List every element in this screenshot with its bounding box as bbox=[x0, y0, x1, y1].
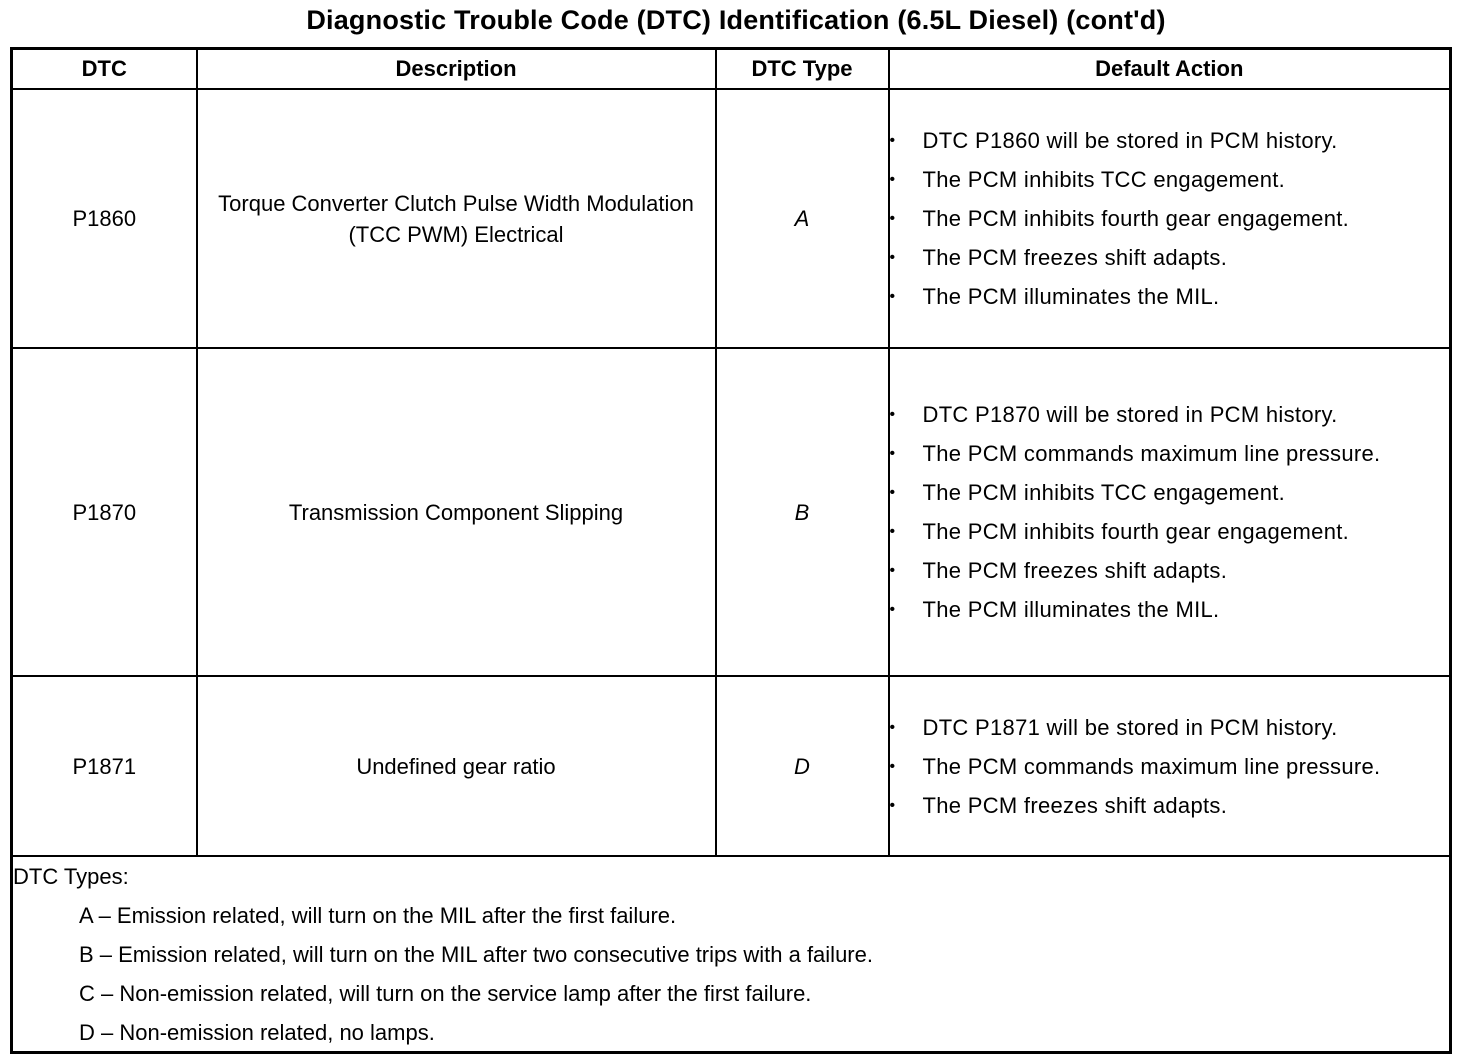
header-dtc: DTC bbox=[12, 49, 197, 90]
header-dtc-type: DTC Type bbox=[716, 49, 889, 90]
legend-row bbox=[12, 856, 1451, 1053]
table-row bbox=[12, 89, 1451, 348]
default-action-list bbox=[890, 712, 1450, 821]
dtc-type: A bbox=[716, 89, 889, 348]
header-description: Description bbox=[197, 49, 716, 90]
dtc-code: P1860 bbox=[12, 89, 197, 348]
action-item: • The PCM commands maximum line pressure. bbox=[890, 751, 1450, 782]
action-item: • The PCM inhibits TCC engagement. bbox=[890, 164, 1450, 195]
action-item: • The PCM commands maximum line pressure. bbox=[890, 438, 1450, 469]
default-action-cell bbox=[889, 676, 1451, 856]
dtc-type: D bbox=[716, 676, 889, 856]
action-item: • The PCM inhibits TCC engagement. bbox=[890, 477, 1450, 508]
action-item: • The PCM inhibits fourth gear engagement. bbox=[890, 516, 1450, 547]
dtc-code: P1870 bbox=[12, 348, 197, 676]
action-item: • DTC P1860 will be stored in PCM history. bbox=[890, 125, 1450, 156]
legend-list bbox=[13, 900, 1449, 1048]
action-item: • The PCM freezes shift adapts. bbox=[890, 555, 1450, 586]
table-header-row bbox=[12, 49, 1451, 90]
table-row bbox=[12, 348, 1451, 676]
action-item: • DTC P1871 will be stored in PCM history. bbox=[890, 712, 1450, 743]
legend-item: A – Emission related, will turn on the MIL after the first failure. bbox=[79, 902, 677, 928]
default-action-cell bbox=[889, 348, 1451, 676]
dtc-table bbox=[10, 47, 1452, 1054]
header-default-action: Default Action bbox=[889, 49, 1451, 90]
table-row bbox=[12, 676, 1451, 856]
legend-item: C – Non-emission related, will turn on the service lamp after the first failure. bbox=[79, 980, 812, 1006]
legend-heading: DTC Types: bbox=[13, 863, 129, 889]
dtc-description: Transmission Component Slipping bbox=[197, 348, 716, 676]
dtc-type: B bbox=[716, 348, 889, 676]
legend-item: D – Non-emission related, no lamps. bbox=[79, 1019, 435, 1045]
action-item: • DTC P1870 will be stored in PCM history. bbox=[890, 399, 1450, 430]
dtc-code: P1871 bbox=[12, 676, 197, 856]
action-item: • The PCM illuminates the MIL. bbox=[890, 281, 1450, 312]
action-item: • The PCM freezes shift adapts. bbox=[890, 790, 1450, 821]
default-action-list bbox=[890, 125, 1450, 312]
default-action-list bbox=[890, 399, 1450, 625]
action-item: • The PCM freezes shift adapts. bbox=[890, 242, 1450, 273]
dtc-types-legend bbox=[12, 856, 1451, 1053]
default-action-cell bbox=[889, 89, 1451, 348]
dtc-description: Undefined gear ratio bbox=[197, 676, 716, 856]
action-item: • The PCM inhibits fourth gear engagement. bbox=[890, 203, 1450, 234]
dtc-description: Torque Converter Clutch Pulse Width Modulation (TCC PWM) Electrical bbox=[197, 89, 716, 348]
page-title: Diagnostic Trouble Code (DTC) Identification (6.5L Diesel) (cont'd) bbox=[306, 5, 1166, 35]
action-item: • The PCM illuminates the MIL. bbox=[890, 594, 1450, 625]
legend-item: B – Emission related, will turn on the MIL after two consecutive trips with a failure. bbox=[79, 941, 873, 967]
